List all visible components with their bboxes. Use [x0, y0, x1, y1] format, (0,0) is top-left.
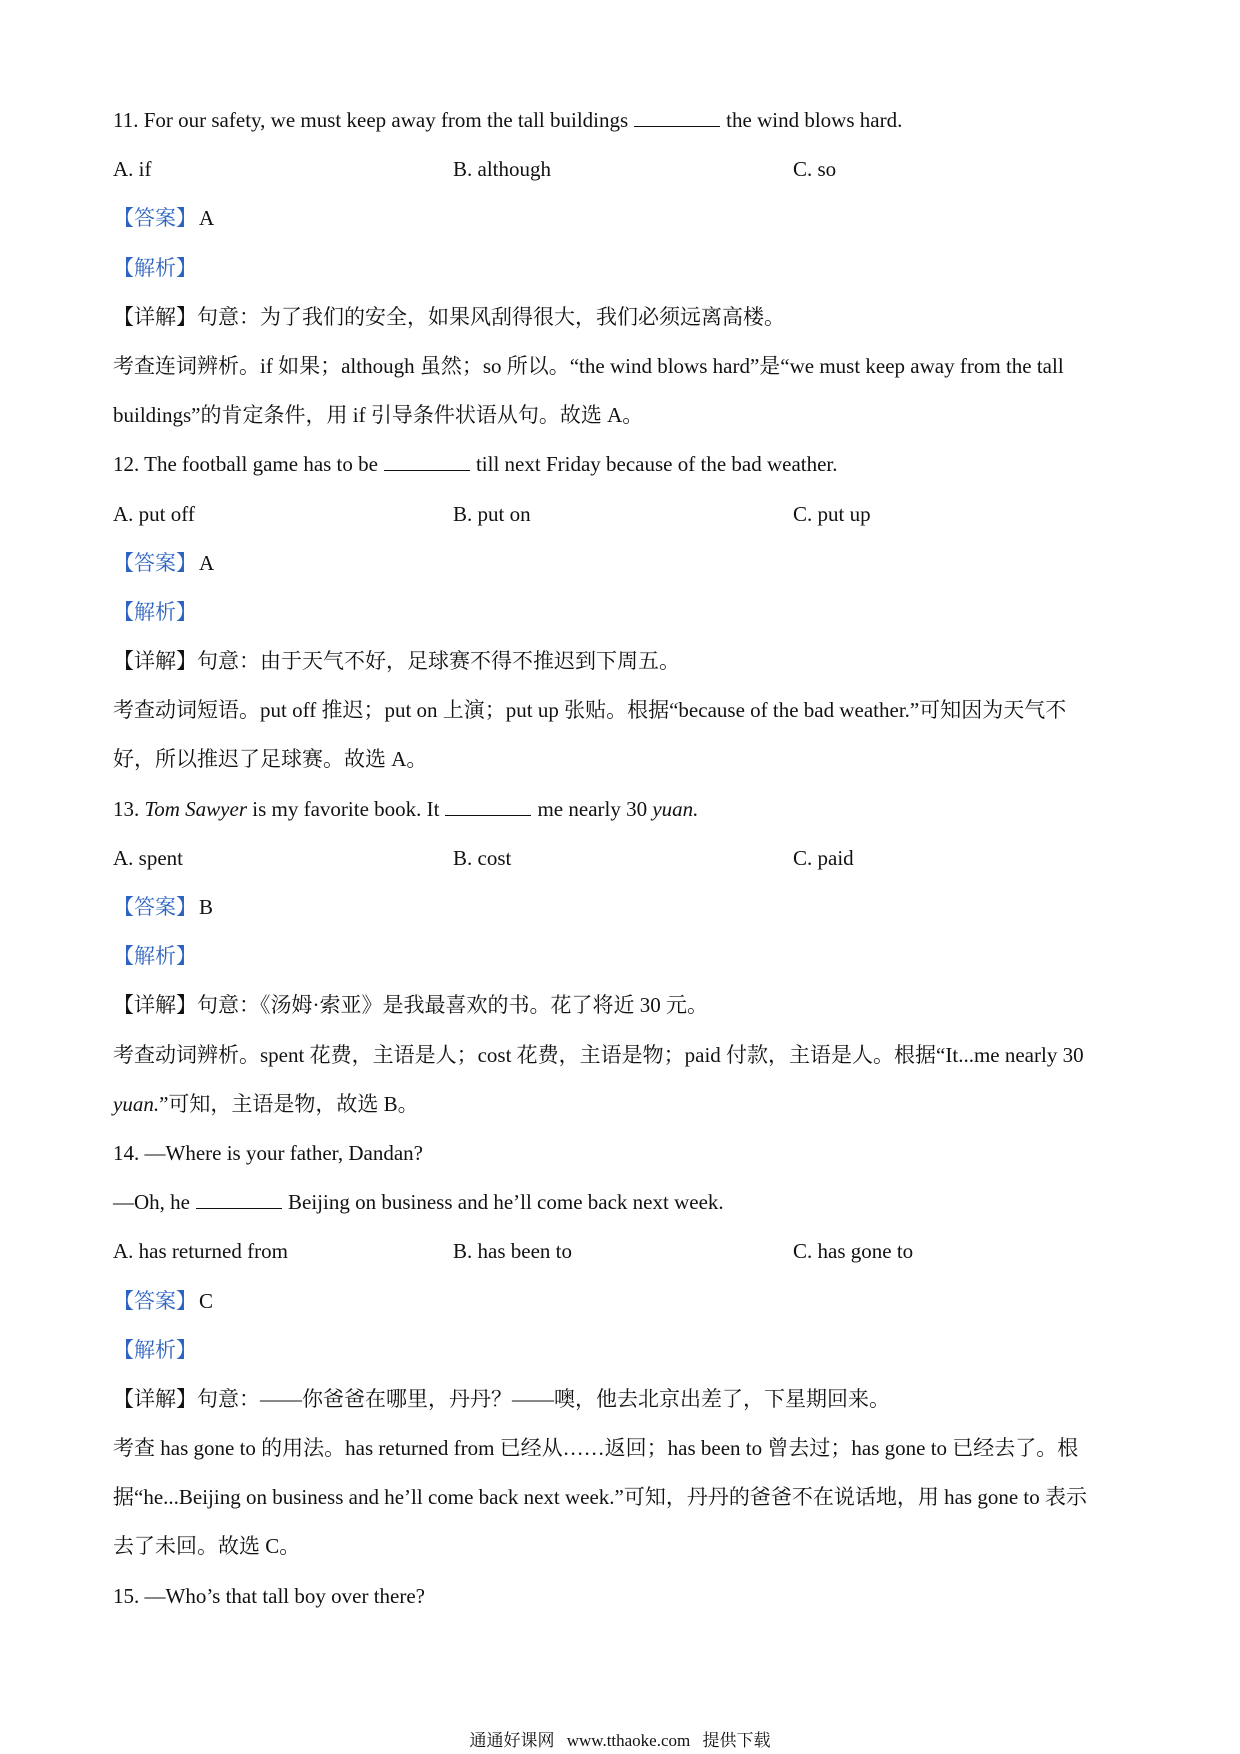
option-a: A. spent	[113, 845, 183, 870]
detail-meaning: 句意：为了我们的安全，如果风刮得很大，我们必须远离高楼。	[197, 304, 785, 329]
answer-tag: 【答案】	[113, 1288, 197, 1313]
option-c: C. paid	[793, 845, 854, 870]
stem-text: the wind blows hard.	[726, 108, 903, 132]
stem-text: me nearly 30	[537, 796, 648, 821]
option-c: C. has gone to	[793, 1239, 914, 1264]
stem-text: is my favorite book. It	[252, 796, 440, 821]
question-14-analysis	[113, 1326, 1133, 1375]
answer-value: A	[199, 550, 215, 575]
analysis-tag: 【解析】	[113, 944, 197, 969]
option-b: B. cost	[453, 845, 512, 870]
page-footer	[0, 1730, 1240, 1752]
site-name: 通通好课网	[469, 1731, 555, 1750]
question-13-detail-meaning	[113, 981, 1133, 1030]
answer-tag: 【答案】	[113, 895, 197, 919]
document-page	[113, 96, 1133, 1621]
detail-tag: 【详解】	[113, 993, 197, 1018]
detail-meaning: 句意：——你爸爸在哪里，丹丹？——噢，他去北京出差了，下星期回来。	[197, 1386, 890, 1411]
detail-line: 据“he...Beijing on business and he’ll come back next week.”可知，丹丹的爸爸不在说话地，用 has gone to 表示	[113, 1485, 1087, 1510]
detail-meaning: 句意：由于天气不好，足球赛不得不推迟到下周五。	[197, 649, 680, 674]
answer-blank	[196, 1190, 282, 1209]
question-11-analysis	[113, 244, 1133, 293]
answer-value: C	[199, 1288, 214, 1313]
detail-line: 去了未回。故选 C。	[113, 1534, 301, 1559]
option-b: B. although	[453, 157, 551, 182]
option-a: A. has returned from	[113, 1239, 288, 1264]
stem-text: Beijing on business and he’ll come back next week.	[288, 1190, 724, 1215]
question-12-answer	[113, 539, 1133, 588]
option-b: B. has been to	[453, 1239, 572, 1264]
detail-line: 考查连词辨析。if 如果；although 虽然；so 所以。“the wind blows hard”是“we must keep away from the tall	[113, 353, 1064, 378]
book-title: Tom Sawyer	[144, 796, 247, 821]
stem-text: 12. The football game has to be	[113, 452, 378, 477]
answer-blank	[634, 108, 720, 127]
answer-blank	[445, 797, 531, 816]
answer-tag: 【答案】	[113, 550, 197, 575]
question-number: 13.	[113, 796, 140, 821]
question-13-stem	[113, 785, 1133, 834]
site-url[interactable]: www.tthaoke.com	[566, 1731, 691, 1750]
answer-tag: 【答案】	[113, 206, 197, 231]
question-12-analysis	[113, 588, 1133, 637]
detail-italic: yuan.	[113, 1091, 160, 1116]
detail-tag: 【详解】	[113, 1386, 197, 1411]
question-13-analysis	[113, 932, 1133, 981]
question-14-options	[113, 1227, 1133, 1276]
download-text: 提供下载	[702, 1731, 771, 1750]
question-14-stem-line1: 14. —Where is your father, Dandan?	[113, 1140, 423, 1165]
question-14-stem-line2	[113, 1178, 1133, 1227]
detail-line: 考查动词辨析。spent 花费，主语是人；cost 花费，主语是物；paid 付款，主语是人。根据“It...me nearly 30	[113, 1042, 1084, 1067]
question-11-detail-meaning	[113, 293, 1133, 342]
detail-line: 考查 has gone to 的用法。has returned from 已经从……返回；has been to 曾去过；has gone to 已经去了。根	[113, 1436, 1079, 1461]
stem-unit: yuan.	[652, 796, 699, 821]
question-14-answer	[113, 1277, 1133, 1326]
analysis-tag: 【解析】	[113, 255, 197, 280]
detail-line	[113, 1080, 1133, 1129]
question-12-stem	[113, 440, 1133, 489]
question-11-answer	[113, 194, 1133, 243]
analysis-tag: 【解析】	[113, 1337, 197, 1362]
option-a: A. if	[113, 157, 152, 182]
option-c: C. so	[793, 157, 837, 182]
detail-tag: 【详解】	[113, 649, 197, 674]
detail-tag: 【详解】	[113, 304, 197, 329]
question-13-options	[113, 834, 1133, 883]
answer-value: B	[199, 895, 214, 919]
stem-text: till next Friday because of the bad weather.	[475, 452, 838, 477]
detail-text: ”可知，主语是物，故选 B。	[159, 1091, 419, 1116]
option-c: C. put up	[793, 501, 871, 526]
question-15-stem-line1: 15. —Who’s that tall boy over there?	[113, 1583, 425, 1608]
question-12-detail-meaning	[113, 637, 1133, 686]
question-11-options	[113, 145, 1133, 194]
stem-text: —Oh, he	[113, 1190, 190, 1215]
detail-meaning: 句意：《汤姆·索亚》是我最喜欢的书。花了将近 30 元。	[197, 993, 708, 1018]
answer-value: A	[199, 206, 215, 231]
option-b: B. put on	[453, 501, 531, 526]
stem-text: 11. For our safety, we must keep away from the tall buildings	[113, 108, 629, 132]
option-a: A. put off	[113, 501, 195, 526]
detail-line: 好，所以推迟了足球赛。故选 A。	[113, 747, 428, 772]
answer-blank	[384, 452, 470, 471]
question-13-answer	[113, 883, 1133, 932]
detail-line: 考查动词短语。put off 推迟；put on 上演；put up 张贴。根据“because of the bad weather.”可知因为天气不	[113, 698, 1067, 723]
analysis-tag: 【解析】	[113, 599, 197, 624]
question-12-options	[113, 490, 1133, 539]
question-14-detail-meaning	[113, 1375, 1133, 1424]
question-11-stem	[113, 96, 1133, 145]
detail-line: buildings”的肯定条件，用 if 引导条件状语从句。故选 A。	[113, 403, 644, 428]
